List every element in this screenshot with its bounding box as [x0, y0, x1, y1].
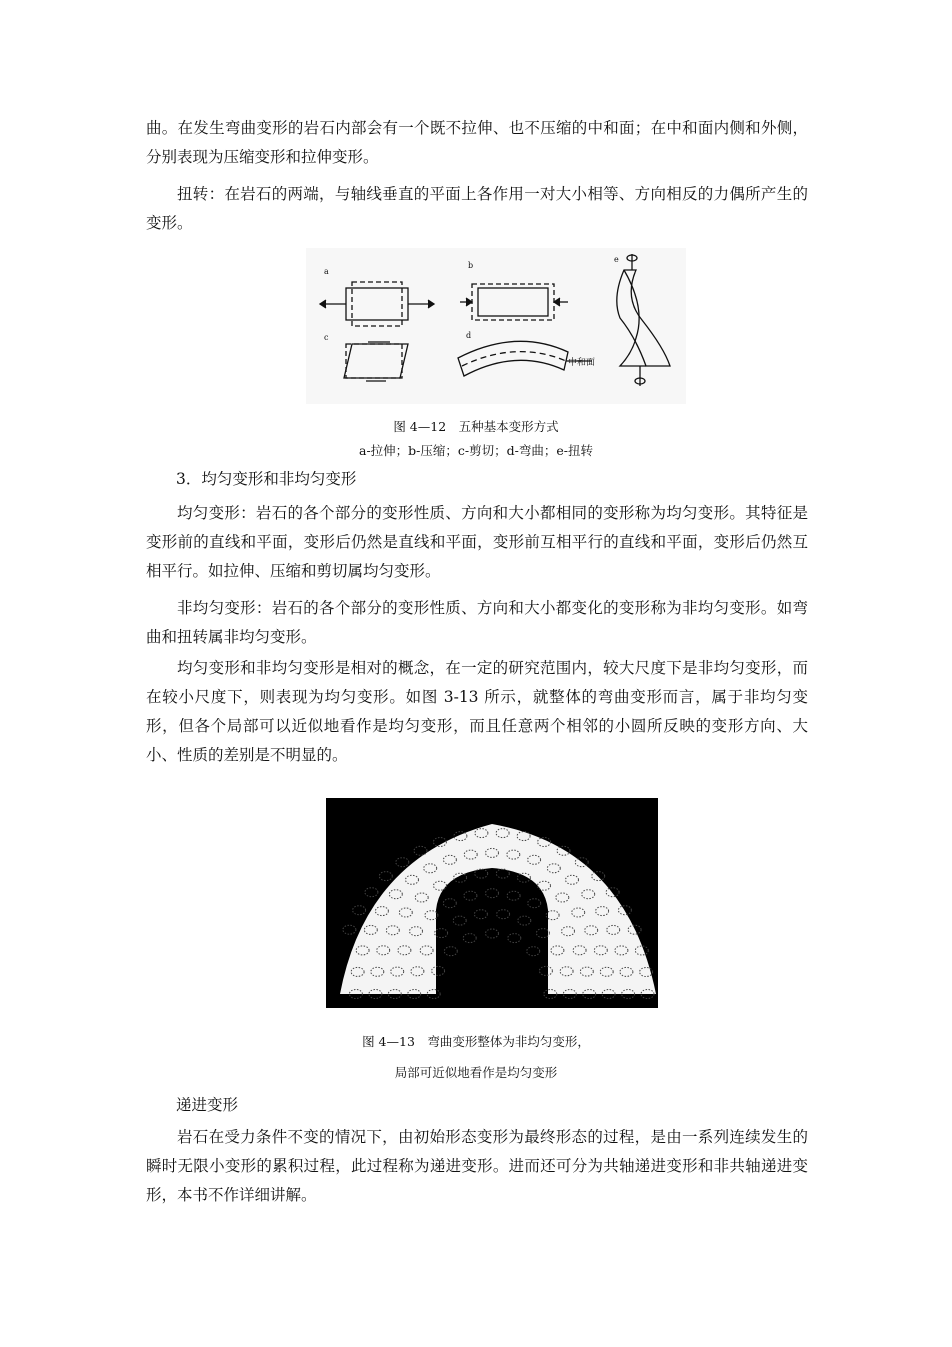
paragraph-nonuniform: 非均匀变形：岩石的各个部分的变形性质、方向和大小都变化的变形称为非均匀变形。如弯曲和扭转属非均匀变形。	[146, 599, 808, 646]
arch-diagram	[326, 798, 658, 1008]
paragraph-uniform: 均匀变形：岩石的各个部分的变形性质、方向和大小都相同的变形称为均匀变形。其特征是变形前的直线和平面，变形后仍然是直线和平面，变形前互相平行的直线和平面，变形后仍然互相平行。如拉伸、压缩和剪切属均匀变形。	[146, 504, 808, 580]
tension-block	[346, 288, 408, 320]
compression-block	[478, 288, 548, 316]
figure-deformation-modes	[306, 248, 686, 404]
figure2-caption-line2: 局部可近似地看作是均匀变形	[394, 1065, 558, 1080]
section-heading-uniform: 3．均匀变形和非均匀变形	[176, 470, 357, 488]
paragraph-relative: 均匀变形和非均匀变形是相对的概念，在一定的研究范围内，较大尺度下是非均匀变形，而在较小尺度下，则表现为均匀变形。如图 3-13 所示，就整体的弯曲变形而言，属于非均匀变形，但各个局部可以近似地看作是均匀变形，而且任意两个相邻的小圆所反映的变形方向、大小、性质的差别是不明显的。	[146, 659, 808, 764]
shear-block	[344, 344, 408, 378]
label-e: e	[614, 255, 619, 264]
torsion-bar	[617, 270, 670, 366]
section-heading-progressive: 递进变形	[176, 1096, 239, 1114]
paragraph-progressive: 岩石在受力条件不变的情况下，由初始形态变形为最终形态的过程，是由一系列连续发生的瞬时无限小变形的累积过程，此过程称为递进变形。进而还可分为共轴递进变形和非共轴递进变形，本书不作详细讲解。	[146, 1128, 808, 1204]
label-c: c	[324, 333, 329, 342]
label-a: a	[324, 267, 329, 276]
label-b: b	[468, 261, 474, 270]
neutral-plane-label: 中和面	[568, 358, 596, 368]
paragraph-torsion: 扭转：在岩石的两端，与轴线垂直的平面上各作用一对大小相等、方向相反的力偶所产生的变形。	[146, 185, 808, 232]
label-d: d	[466, 331, 472, 340]
deformation-diagram	[306, 248, 686, 404]
figure1-caption: 图 4—12 五种基本变形方式	[393, 419, 559, 434]
paragraph-bending-end: 曲。在发生弯曲变形的岩石内部会有一个既不拉伸、也不压缩的中和面；在中和面内侧和外侧，分别表现为压缩变形和拉伸变形。	[146, 119, 808, 166]
figure-bending-arch	[326, 798, 658, 1008]
figure1-subcaption: a-拉伸；b-压缩；c-剪切；d-弯曲；e-扭转	[359, 443, 593, 458]
bending-beam	[458, 341, 568, 376]
figure2-caption-line1: 图 4—13 弯曲变形整体为非均匀变形，	[362, 1034, 590, 1049]
